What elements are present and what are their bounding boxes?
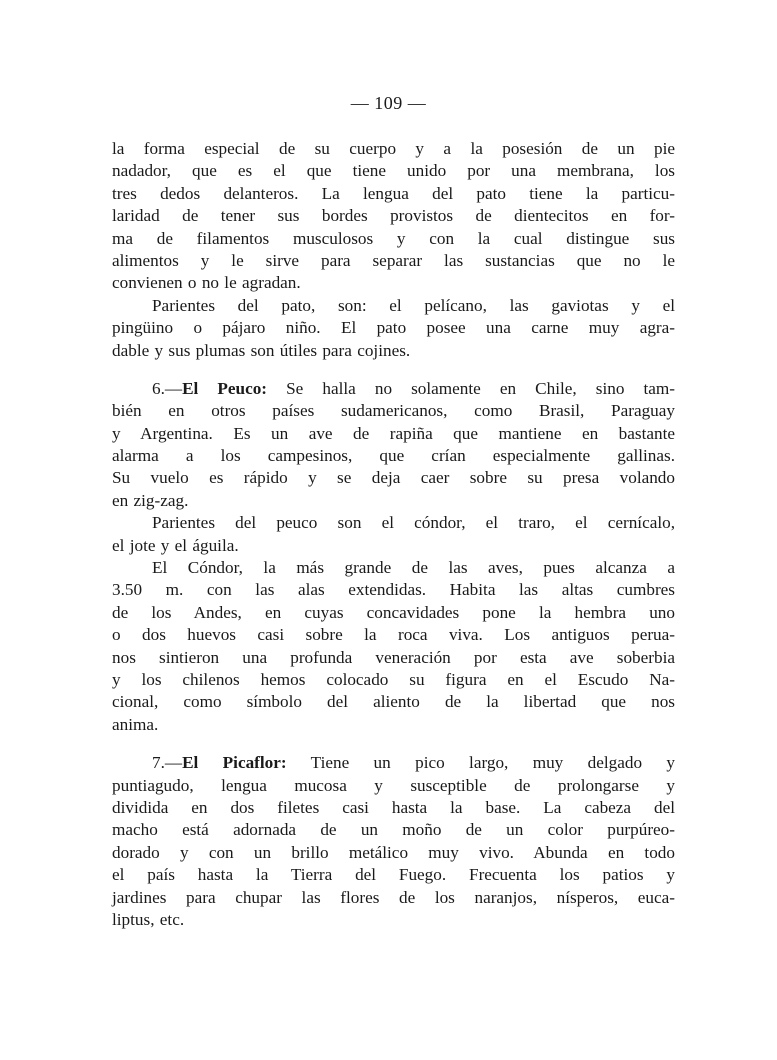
- text-line: cional, como símbolo del aliento de la libertad que nos: [112, 692, 675, 712]
- text-line: Parientes del pato, son: el pelícano, las gaviotas y el: [152, 295, 675, 315]
- text-line: jardines para chupar las flores de los naranjos, nísperos, euca-: [112, 887, 675, 907]
- text-line: tres dedos delanteros. La lengua del pato tiene la particu-: [112, 183, 675, 203]
- body-text: [112, 138, 675, 931]
- text-line-rest: Se halla no solamente en Chile, sino tam-: [267, 378, 675, 398]
- paragraph-condor: [112, 557, 675, 736]
- text-line: 3.50 m. con las alas extendidas. Habita las altas cumbres: [112, 580, 675, 600]
- text-line: el país hasta la Tierra del Fuego. Frecuenta los patios y: [112, 865, 675, 885]
- text-line: nos sintieron una profunda veneración por esta ave soberbia: [112, 647, 675, 667]
- section-picaflor: [112, 752, 675, 931]
- text-line: o dos huevos casi sobre la roca viva. Los antiguos perua-: [112, 625, 675, 645]
- text-line: ma de filamentos musculosos y con la cual distingue sus: [112, 228, 675, 248]
- paragraph-pato-parientes: [112, 295, 675, 362]
- text-line: dorado y con un brillo metálico muy vivo. Abunda en todo: [112, 842, 675, 862]
- text-line: nadador, que es el que tiene unido por una membrana, los: [112, 161, 675, 181]
- paragraph-peuco-parientes: [112, 512, 675, 557]
- text-line: alimentos y le sirve para separar las sustancias que no le: [112, 250, 675, 270]
- text-line: y Argentina. Es un ave de rapiña que mantiene en bastante: [112, 423, 675, 443]
- text-line: El Cóndor, la más grande de las aves, pues alcanza a: [152, 558, 675, 578]
- text-line: Parientes del peuco son el cóndor, el traro, el cernícalo,: [152, 513, 675, 533]
- text-line: la forma especial de su cuerpo y a la posesión de un pie: [112, 139, 675, 158]
- text-line-rest: Tiene un pico largo, muy delgado y: [286, 753, 675, 773]
- text-line: pingüino o pájaro niño. El pato posee una carne muy agra-: [112, 318, 675, 338]
- text-line: puntiagudo, lengua mucosa y susceptible de prolongarse y: [112, 775, 675, 795]
- text-line: laridad de tener sus bordes provistos de dientecitos en for-: [112, 206, 675, 226]
- text-line: dividida en dos filetes casi hasta la base. La cabeza del: [112, 797, 675, 817]
- section-title: El Picaflor:: [182, 753, 287, 773]
- text-line: convienen o no le agradan.: [112, 273, 301, 293]
- section-peuco: [112, 378, 675, 512]
- paragraph-pato-description: [112, 138, 675, 295]
- text-line: dable y sus plumas son útiles para cojines.: [112, 340, 411, 360]
- section-gap: [112, 362, 675, 378]
- section-heading-line: [112, 752, 675, 774]
- section-number: 7.—: [152, 753, 183, 773]
- text-line: Su vuelo es rápido y se deja caer sobre su presa volando: [112, 468, 675, 488]
- section-gap: [112, 736, 675, 752]
- text-line: bién en otros países sudamericanos, como Brasil, Paraguay: [112, 401, 675, 421]
- text-line: y los chilenos hemos colocado su figura en el Escudo Na-: [112, 669, 675, 689]
- text-line: anima.: [112, 714, 159, 734]
- text-line: alarma a los campesinos, que crían especialmente gallinas.: [112, 446, 675, 466]
- text-line: liptus, etc.: [112, 909, 185, 929]
- text-line: de los Andes, en cuyas concavidades pone la hembra uno: [112, 602, 675, 622]
- section-number: 6.—: [152, 378, 183, 398]
- text-line: en zig-zag.: [112, 490, 189, 510]
- text-line: el jote y el águila.: [112, 535, 239, 555]
- text-line: macho está adornada de un moño de un color purpúreo-: [112, 820, 675, 840]
- section-heading-line: [112, 378, 675, 400]
- page-number: — 109 —: [350, 93, 427, 113]
- section-title: El Peuco:: [182, 378, 268, 398]
